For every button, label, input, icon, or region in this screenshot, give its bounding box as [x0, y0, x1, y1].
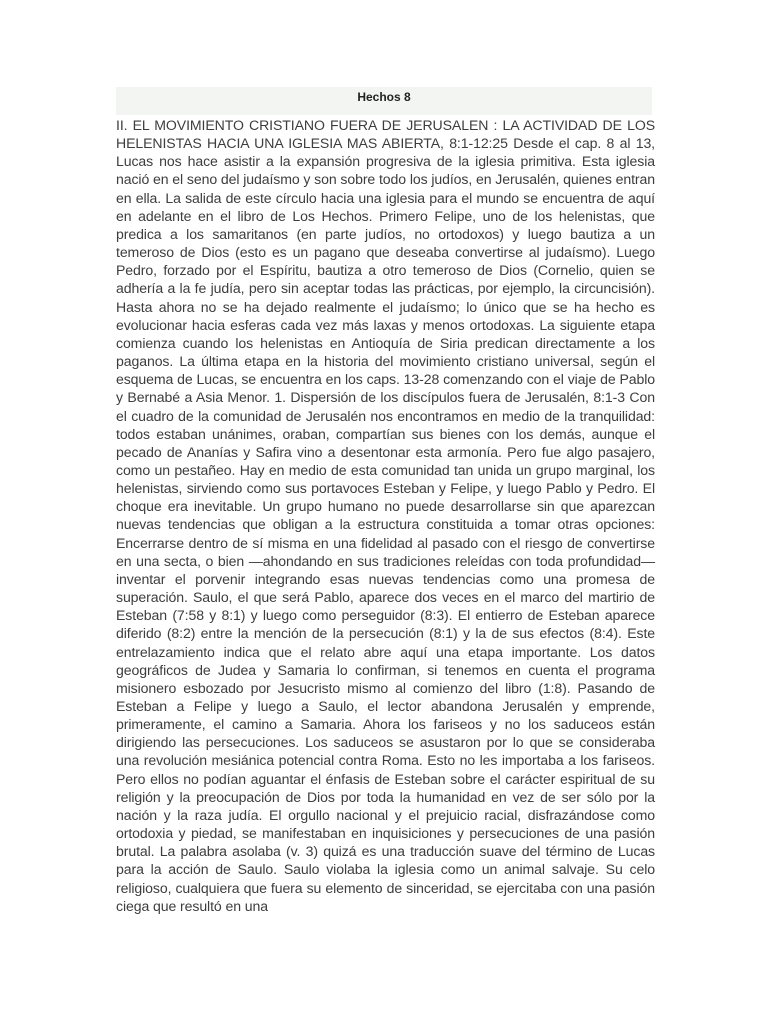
document-title: Hechos 8	[357, 90, 411, 104]
document-body: II. EL MOVIMIENTO CRISTIANO FUERA DE JERUSALEN : LA ACTIVIDAD DE LOS HELENISTAS HACIA UNA IGLESIA MAS ABIERTA, 8:1-12:25 Desde el cap. 8 al 13, Lucas nos hace asistir a la expansión progresiva de la iglesia primitiva. Esta iglesia nació en el seno del judaísmo y son sobre todo los judíos, en Jerusalén, quienes entran en ella. La salida de este círculo hacia una iglesia para el mundo se encuentra de aquí en adelante en el libro de Los Hechos. Primero Felipe, uno de los helenistas, que predica a los samaritanos (en parte judíos, no ortodoxos) y luego bautiza a un temeroso de Dios (esto es un pagano que deseaba convertirse al judaísmo). Luego Pedro, forzado por el Espíritu, bautiza a otro temeroso de Dios (Cornelio, quien se adhería a la fe judía, pero sin aceptar todas las prácticas, por ejemplo, la circuncisión). Hasta ahora no se ha dejado realmente el judaísmo; lo único que se ha hecho es evolucionar hacia esferas cada vez más laxas y menos ortodoxas. La siguiente etapa comienza cuando los helenistas en Antioquía de Siria predican directamente a los paganos. La última etapa en la historia del movimiento cristiano universal, según el esquema de Lucas, se encuentra en los caps. 13-28 comenzando con el viaje de Pablo y Bernabé a Asia Menor. 1. Dispersión de los discípulos fuera de Jerusalén, 8:1-3 Con el cuadro de la comunidad de Jerusalén nos encontramos en medio de la tranquilidad: todos estaban unánimes, oraban, compartían sus bienes con los demás, aunque el pecado de Ananías y Safira vino a desentonar esta armonía. Pero fue algo pasajero, como un pestañeo. Hay en medio de esta comunidad tan unida un grupo marginal, los helenistas, sirviendo como sus portavoces Esteban y Felipe, y luego Pablo y Pedro. El choque era inevitable. Un grupo humano no puede desarrollarse sin que aparezcan nuevas tendencias que obligan a la estructura constituida a tomar otras opciones: Encerrarse dentro de sí misma en una fidelidad al pasado con el riesgo de convertirse en una secta, o bien —ahondando en sus tradiciones releídas con toda profundidad— inventar el porvenir integrando esas nuevas tendencias como una promesa de superación. Saulo, el que será Pablo, aparece dos veces en el marco del martirio de Esteban (7:58 y 8:1) y luego como perseguidor (8:3). El entierro de Esteban aparece diferido (8:2) entre la mención de la persecución (8:1) y la de sus efectos (8:4). Este entrelazamiento indica que el relato abre aquí una etapa importante. Los datos geográficos de Judea y Samaria lo confirman, si tenemos en cuenta el programa misionero esbozado por Jesucristo mismo al comienzo del libro (1:8). Pasando de Esteban a Felipe y luego a Saulo, el lector abandona Jerusalén y emprende, primeramente, el camino a Samaria. Ahora los fariseos y no los saduceos están dirigiendo las persecuciones. Los saduceos se asustaron por lo que se consideraba una revolución mesiánica potencial contra Roma. Esto no les importaba a los fariseos. Pero ellos no podían aguantar el énfasis de Esteban sobre el carácter espiritual de su religión y la preocupación de Dios por toda la humanidad en vez de ser sólo por la nación y la raza judía. El orgullo nacional y el prejuicio racial, disfrazándose como ortodoxia y piedad, se manifestaban en inquisiciones y persecuciones de una pasión brutal. La palabra asolaba (v. 3) quizá es una traducción suave del término de Lucas para la acción de Saulo. Saulo violaba la iglesia como un animal salvaje. Su celo religioso, cualquiera que fuera su elemento de sinceridad, se ejercitaba con una pasión ciega que resultó en una	[116, 117, 655, 914]
title-bar	[116, 87, 652, 115]
